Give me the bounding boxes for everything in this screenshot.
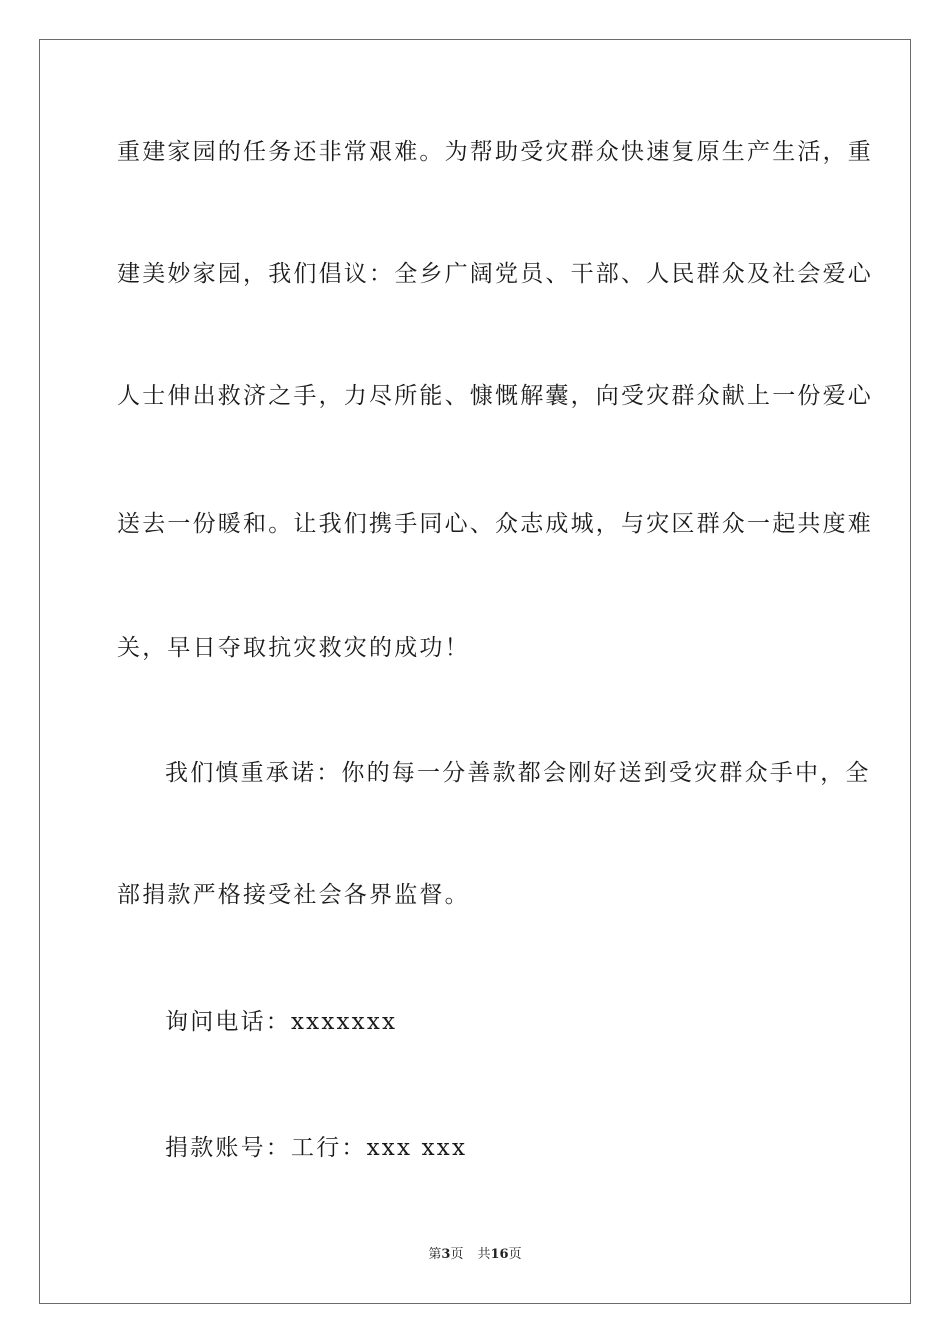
body-line-1: 重建家园的任务还非常艰难。为帮助受灾群众快速复原生产生活，重 bbox=[117, 139, 873, 165]
body-line-7: 部捐款严格接受社会各界监督。 bbox=[117, 882, 470, 908]
footer-total-suffix: 页 bbox=[508, 1247, 522, 1262]
body-line-5: 关，早日夺取抗灾救灾的成功！ bbox=[117, 635, 470, 661]
body-line-6: 我们慎重承诺：你的每一分善款都会刚好送到受灾群众手中，全 bbox=[165, 760, 871, 786]
body-line-2: 建美妙家园，我们倡议：全乡广阔党员、干部、人民群众及社会爱心 bbox=[117, 261, 873, 287]
footer-total-prefix: 共 bbox=[477, 1247, 491, 1262]
footer-page-prefix: 第 bbox=[428, 1247, 442, 1262]
donation-account-line: 捐款账号：工行：xxx xxx bbox=[165, 1135, 468, 1161]
body-line-3: 人士伸出救济之手，力尽所能、慷慨解囊，向受灾群众献上一份爱心 bbox=[117, 383, 873, 409]
footer-page-number: 3 bbox=[441, 1247, 451, 1262]
footer-total-number: 16 bbox=[490, 1247, 509, 1262]
footer-page-suffix: 页 bbox=[450, 1247, 464, 1262]
page-border bbox=[39, 39, 911, 1304]
body-line-4: 送去一份暖和。让我们携手同心、众志成城，与灾区群众一起共度难 bbox=[117, 511, 873, 537]
page-footer bbox=[0, 1246, 950, 1264]
inquiry-phone-line: 询问电话：xxxxxxx bbox=[165, 1009, 398, 1035]
